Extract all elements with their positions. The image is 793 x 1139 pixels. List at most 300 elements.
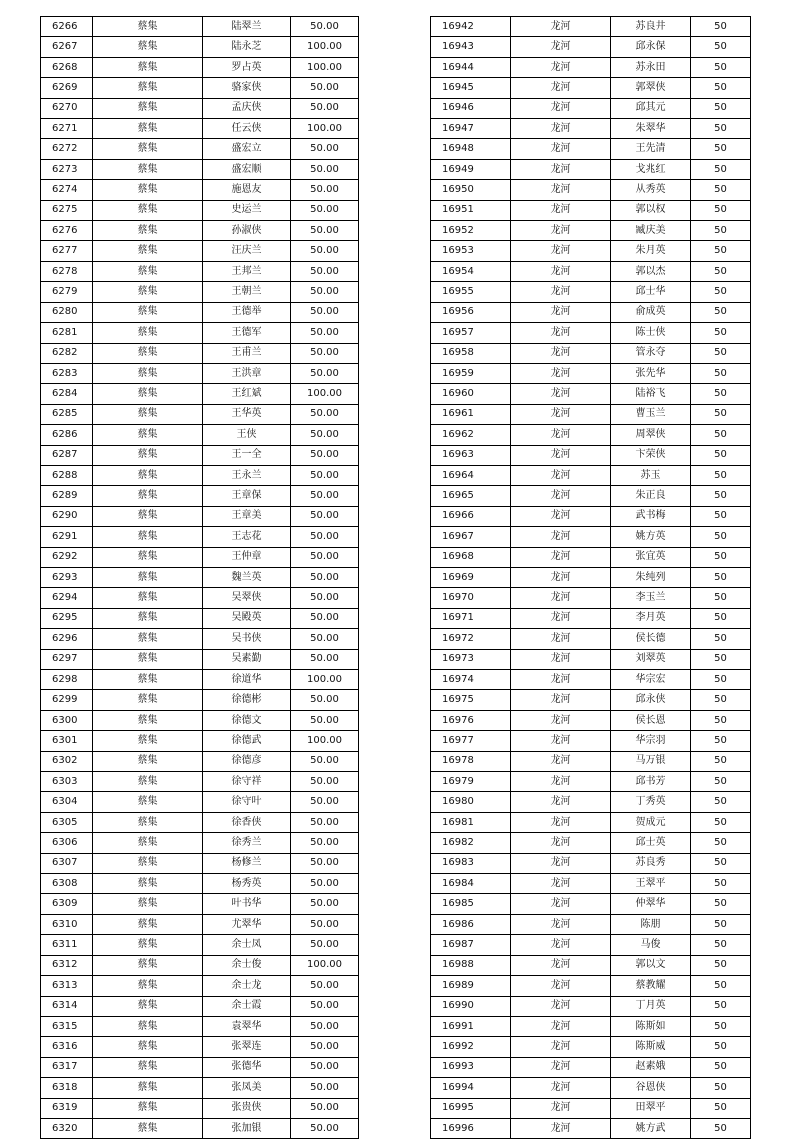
table-row — [431, 384, 751, 404]
table-row — [41, 608, 359, 628]
id-cell: 16949 — [431, 159, 511, 179]
id-cell: 6298 — [41, 670, 93, 690]
place-cell: 龙河 — [511, 608, 611, 628]
amount-cell: 50.00 — [291, 180, 359, 200]
name-cell: 吴书侠 — [203, 629, 291, 649]
place-cell: 蔡集 — [93, 547, 203, 567]
id-cell: 16953 — [431, 241, 511, 261]
amount-cell: 50.00 — [291, 527, 359, 547]
id-cell: 16983 — [431, 853, 511, 873]
id-cell: 16959 — [431, 363, 511, 383]
name-cell: 张翠连 — [203, 1037, 291, 1057]
id-cell: 6271 — [41, 119, 93, 139]
id-cell: 16977 — [431, 731, 511, 751]
table-row — [41, 690, 359, 710]
id-cell: 6320 — [41, 1118, 93, 1138]
table-row — [431, 506, 751, 526]
name-cell: 刘翠英 — [611, 649, 691, 669]
id-cell: 16960 — [431, 384, 511, 404]
table-row — [41, 853, 359, 873]
table-row — [41, 180, 359, 200]
amount-cell: 50 — [691, 731, 751, 751]
place-cell: 龙河 — [511, 17, 611, 37]
amount-cell: 50.00 — [291, 363, 359, 383]
place-cell: 龙河 — [511, 833, 611, 853]
name-cell: 袁翠华 — [203, 1016, 291, 1036]
place-cell: 龙河 — [511, 1037, 611, 1057]
amount-cell: 100.00 — [291, 955, 359, 975]
name-cell: 丁月英 — [611, 996, 691, 1016]
table-row — [41, 996, 359, 1016]
amount-cell: 50.00 — [291, 343, 359, 363]
id-cell: 6268 — [41, 57, 93, 77]
id-cell: 16984 — [431, 874, 511, 894]
place-cell: 蔡集 — [93, 731, 203, 751]
amount-cell: 50.00 — [291, 486, 359, 506]
table-row — [41, 751, 359, 771]
place-cell: 龙河 — [511, 282, 611, 302]
name-cell: 王甫兰 — [203, 343, 291, 363]
table-row — [41, 649, 359, 669]
table-row — [431, 710, 751, 730]
table-row — [431, 853, 751, 873]
id-cell: 16974 — [431, 670, 511, 690]
table-row — [431, 241, 751, 261]
table-row — [431, 608, 751, 628]
table-row — [41, 302, 359, 322]
name-cell: 王邦兰 — [203, 261, 291, 281]
name-cell: 张加银 — [203, 1118, 291, 1138]
id-cell: 16952 — [431, 221, 511, 241]
amount-cell: 50 — [691, 363, 751, 383]
amount-cell: 50.00 — [291, 567, 359, 587]
table-row — [41, 17, 359, 37]
id-cell: 16947 — [431, 119, 511, 139]
id-cell: 6311 — [41, 935, 93, 955]
name-cell: 徐德彬 — [203, 690, 291, 710]
name-cell: 苏玉 — [611, 465, 691, 485]
table-row — [41, 486, 359, 506]
amount-cell: 50 — [691, 241, 751, 261]
place-cell: 蔡集 — [93, 670, 203, 690]
id-cell: 16958 — [431, 343, 511, 363]
name-cell: 余士霞 — [203, 996, 291, 1016]
amount-cell: 50 — [691, 588, 751, 608]
name-cell: 张凤美 — [203, 1078, 291, 1098]
id-cell: 6293 — [41, 567, 93, 587]
table-row — [41, 710, 359, 730]
table-row — [431, 935, 751, 955]
table-row — [431, 1078, 751, 1098]
name-cell: 华宗羽 — [611, 731, 691, 751]
id-cell: 16970 — [431, 588, 511, 608]
amount-cell: 50 — [691, 1078, 751, 1098]
place-cell: 蔡集 — [93, 976, 203, 996]
table-row — [431, 1057, 751, 1077]
name-cell: 郭以权 — [611, 200, 691, 220]
amount-cell: 50 — [691, 78, 751, 98]
name-cell: 张贵侠 — [203, 1098, 291, 1118]
id-cell: 16945 — [431, 78, 511, 98]
table-row — [431, 78, 751, 98]
name-cell: 武书梅 — [611, 506, 691, 526]
place-cell: 龙河 — [511, 506, 611, 526]
table-row — [41, 935, 359, 955]
place-cell: 龙河 — [511, 812, 611, 832]
amount-cell: 50 — [691, 670, 751, 690]
amount-cell: 50.00 — [291, 159, 359, 179]
place-cell: 蔡集 — [93, 649, 203, 669]
id-cell: 6286 — [41, 425, 93, 445]
amount-cell: 50.00 — [291, 710, 359, 730]
amount-cell: 50 — [691, 57, 751, 77]
table-row — [431, 323, 751, 343]
name-cell: 邱其元 — [611, 98, 691, 118]
table-row — [431, 833, 751, 853]
amount-cell: 50.00 — [291, 1098, 359, 1118]
id-cell: 16942 — [431, 17, 511, 37]
id-cell: 16985 — [431, 894, 511, 914]
name-cell: 余士龙 — [203, 976, 291, 996]
id-cell: 6319 — [41, 1098, 93, 1118]
name-cell: 周翠侠 — [611, 425, 691, 445]
place-cell: 蔡集 — [93, 527, 203, 547]
id-cell: 6279 — [41, 282, 93, 302]
amount-cell: 50.00 — [291, 996, 359, 1016]
name-cell: 管永夺 — [611, 343, 691, 363]
table-row — [431, 159, 751, 179]
table-row — [41, 384, 359, 404]
place-cell: 龙河 — [511, 465, 611, 485]
name-cell: 魏兰英 — [203, 567, 291, 587]
id-cell: 6309 — [41, 894, 93, 914]
table-row — [41, 812, 359, 832]
table-row — [431, 874, 751, 894]
name-cell: 陆翠兰 — [203, 17, 291, 37]
id-cell: 16972 — [431, 629, 511, 649]
name-cell: 陆永芝 — [203, 37, 291, 57]
place-cell: 蔡集 — [93, 1078, 203, 1098]
name-cell: 徐守叶 — [203, 792, 291, 812]
name-cell: 郭以杰 — [611, 261, 691, 281]
amount-cell: 50 — [691, 914, 751, 934]
place-cell: 蔡集 — [93, 17, 203, 37]
table-row — [431, 751, 751, 771]
left-table — [40, 16, 359, 1139]
table-row — [41, 731, 359, 751]
id-cell: 16988 — [431, 955, 511, 975]
table-row — [431, 792, 751, 812]
id-cell: 6274 — [41, 180, 93, 200]
table-row — [431, 547, 751, 567]
id-cell: 6270 — [41, 98, 93, 118]
name-cell: 余士俊 — [203, 955, 291, 975]
place-cell: 蔡集 — [93, 1118, 203, 1138]
id-cell: 6301 — [41, 731, 93, 751]
table-row — [431, 37, 751, 57]
place-cell: 蔡集 — [93, 37, 203, 57]
place-cell: 龙河 — [511, 567, 611, 587]
amount-cell: 50 — [691, 1098, 751, 1118]
name-cell: 张宜英 — [611, 547, 691, 567]
table-row — [41, 914, 359, 934]
place-cell: 龙河 — [511, 914, 611, 934]
table-row — [41, 894, 359, 914]
id-cell: 6290 — [41, 506, 93, 526]
place-cell: 龙河 — [511, 935, 611, 955]
place-cell: 蔡集 — [93, 119, 203, 139]
place-cell: 蔡集 — [93, 404, 203, 424]
amount-cell: 50 — [691, 853, 751, 873]
name-cell: 华宗宏 — [611, 670, 691, 690]
amount-cell: 100.00 — [291, 731, 359, 751]
place-cell: 龙河 — [511, 772, 611, 792]
table-row — [431, 670, 751, 690]
name-cell: 赵素娥 — [611, 1057, 691, 1077]
place-cell: 龙河 — [511, 996, 611, 1016]
table-row — [41, 527, 359, 547]
amount-cell: 50.00 — [291, 649, 359, 669]
id-cell: 16964 — [431, 465, 511, 485]
amount-cell: 50.00 — [291, 282, 359, 302]
amount-cell: 50 — [691, 445, 751, 465]
name-cell: 朱纯列 — [611, 567, 691, 587]
name-cell: 王朝兰 — [203, 282, 291, 302]
amount-cell: 50 — [691, 282, 751, 302]
place-cell: 龙河 — [511, 710, 611, 730]
id-cell: 6269 — [41, 78, 93, 98]
amount-cell: 50.00 — [291, 976, 359, 996]
id-cell: 16987 — [431, 935, 511, 955]
place-cell: 蔡集 — [93, 425, 203, 445]
table-row — [41, 465, 359, 485]
id-cell: 16986 — [431, 914, 511, 934]
table-row — [431, 894, 751, 914]
place-cell: 龙河 — [511, 445, 611, 465]
place-cell: 蔡集 — [93, 221, 203, 241]
table-row — [41, 98, 359, 118]
id-cell: 6302 — [41, 751, 93, 771]
amount-cell: 50.00 — [291, 833, 359, 853]
table-row — [431, 363, 751, 383]
name-cell: 陈朋 — [611, 914, 691, 934]
amount-cell: 50 — [691, 465, 751, 485]
place-cell: 龙河 — [511, 955, 611, 975]
id-cell: 6288 — [41, 465, 93, 485]
place-cell: 龙河 — [511, 241, 611, 261]
table-row — [41, 547, 359, 567]
name-cell: 张先华 — [611, 363, 691, 383]
name-cell: 谷恩侠 — [611, 1078, 691, 1098]
table-row — [431, 261, 751, 281]
amount-cell: 50.00 — [291, 853, 359, 873]
place-cell: 蔡集 — [93, 282, 203, 302]
name-cell: 臧庆美 — [611, 221, 691, 241]
place-cell: 龙河 — [511, 690, 611, 710]
place-cell: 蔡集 — [93, 465, 203, 485]
name-cell: 余士凤 — [203, 935, 291, 955]
amount-cell: 50 — [691, 343, 751, 363]
table-row — [41, 1016, 359, 1036]
name-cell: 王侠 — [203, 425, 291, 445]
right-table — [430, 16, 751, 1139]
place-cell: 蔡集 — [93, 57, 203, 77]
id-cell: 6284 — [41, 384, 93, 404]
place-cell: 龙河 — [511, 221, 611, 241]
name-cell: 徐秀兰 — [203, 833, 291, 853]
amount-cell: 50 — [691, 1016, 751, 1036]
table-row — [431, 1016, 751, 1036]
amount-cell: 50 — [691, 792, 751, 812]
amount-cell: 50.00 — [291, 588, 359, 608]
name-cell: 孟庆侠 — [203, 98, 291, 118]
amount-cell: 50 — [691, 976, 751, 996]
name-cell: 从秀英 — [611, 180, 691, 200]
id-cell: 6318 — [41, 1078, 93, 1098]
table-row — [431, 343, 751, 363]
id-cell: 16980 — [431, 792, 511, 812]
place-cell: 龙河 — [511, 894, 611, 914]
amount-cell: 50.00 — [291, 221, 359, 241]
table-row — [431, 527, 751, 547]
name-cell: 俞成英 — [611, 302, 691, 322]
id-cell: 6300 — [41, 710, 93, 730]
table-row — [41, 261, 359, 281]
amount-cell: 50 — [691, 751, 751, 771]
amount-cell: 50 — [691, 1118, 751, 1138]
name-cell: 邱永保 — [611, 37, 691, 57]
id-cell: 16943 — [431, 37, 511, 57]
place-cell: 龙河 — [511, 853, 611, 873]
id-cell: 6280 — [41, 302, 93, 322]
name-cell: 盛宏顺 — [203, 159, 291, 179]
id-cell: 16995 — [431, 1098, 511, 1118]
table-row — [41, 1057, 359, 1077]
place-cell: 蔡集 — [93, 159, 203, 179]
place-cell: 蔡集 — [93, 486, 203, 506]
amount-cell: 50.00 — [291, 751, 359, 771]
place-cell: 蔡集 — [93, 710, 203, 730]
name-cell: 徐香侠 — [203, 812, 291, 832]
name-cell: 陈斯威 — [611, 1037, 691, 1057]
table-row — [431, 588, 751, 608]
place-cell: 龙河 — [511, 486, 611, 506]
amount-cell: 50 — [691, 139, 751, 159]
place-cell: 蔡集 — [93, 98, 203, 118]
table-row — [41, 1118, 359, 1138]
table-row — [41, 567, 359, 587]
table-row — [431, 629, 751, 649]
place-cell: 龙河 — [511, 159, 611, 179]
name-cell: 王红斌 — [203, 384, 291, 404]
place-cell: 龙河 — [511, 670, 611, 690]
place-cell: 蔡集 — [93, 1057, 203, 1077]
id-cell: 16961 — [431, 404, 511, 424]
name-cell: 丁秀英 — [611, 792, 691, 812]
place-cell: 龙河 — [511, 139, 611, 159]
name-cell: 徐德彦 — [203, 751, 291, 771]
amount-cell: 50 — [691, 547, 751, 567]
place-cell: 龙河 — [511, 404, 611, 424]
amount-cell: 50 — [691, 404, 751, 424]
table-row — [41, 241, 359, 261]
amount-cell: 50 — [691, 629, 751, 649]
table-row — [41, 37, 359, 57]
amount-cell: 50.00 — [291, 547, 359, 567]
id-cell: 16971 — [431, 608, 511, 628]
amount-cell: 50 — [691, 772, 751, 792]
place-cell: 蔡集 — [93, 1098, 203, 1118]
table-row — [431, 221, 751, 241]
name-cell: 姚方英 — [611, 527, 691, 547]
table-row — [41, 1078, 359, 1098]
amount-cell: 50.00 — [291, 792, 359, 812]
amount-cell: 50.00 — [291, 404, 359, 424]
place-cell: 蔡集 — [93, 200, 203, 220]
id-cell: 16950 — [431, 180, 511, 200]
id-cell: 6312 — [41, 955, 93, 975]
table-row — [41, 955, 359, 975]
name-cell: 王德举 — [203, 302, 291, 322]
place-cell: 龙河 — [511, 792, 611, 812]
id-cell: 6291 — [41, 527, 93, 547]
place-cell: 蔡集 — [93, 323, 203, 343]
name-cell: 徐德文 — [203, 710, 291, 730]
place-cell: 龙河 — [511, 976, 611, 996]
name-cell: 徐道华 — [203, 670, 291, 690]
id-cell: 16968 — [431, 547, 511, 567]
table-row — [41, 772, 359, 792]
id-cell: 6296 — [41, 629, 93, 649]
id-cell: 6305 — [41, 812, 93, 832]
amount-cell: 50.00 — [291, 935, 359, 955]
place-cell: 蔡集 — [93, 180, 203, 200]
amount-cell: 50.00 — [291, 425, 359, 445]
place-cell: 蔡集 — [93, 751, 203, 771]
id-cell: 16946 — [431, 98, 511, 118]
table-row — [41, 404, 359, 424]
table-row — [431, 180, 751, 200]
id-cell: 16992 — [431, 1037, 511, 1057]
amount-cell: 50 — [691, 955, 751, 975]
name-cell: 任云侠 — [203, 119, 291, 139]
id-cell: 6317 — [41, 1057, 93, 1077]
place-cell: 龙河 — [511, 731, 611, 751]
table-row — [431, 119, 751, 139]
name-cell: 盛宏立 — [203, 139, 291, 159]
name-cell: 戈兆红 — [611, 159, 691, 179]
name-cell: 侯长恩 — [611, 710, 691, 730]
place-cell: 龙河 — [511, 547, 611, 567]
name-cell: 王志花 — [203, 527, 291, 547]
place-cell: 蔡集 — [93, 853, 203, 873]
place-cell: 蔡集 — [93, 935, 203, 955]
id-cell: 6295 — [41, 608, 93, 628]
id-cell: 6283 — [41, 363, 93, 383]
id-cell: 6297 — [41, 649, 93, 669]
amount-cell: 50 — [691, 119, 751, 139]
place-cell: 蔡集 — [93, 608, 203, 628]
place-cell: 蔡集 — [93, 812, 203, 832]
name-cell: 仲翠华 — [611, 894, 691, 914]
table-row — [431, 976, 751, 996]
name-cell: 苏永田 — [611, 57, 691, 77]
id-cell: 16955 — [431, 282, 511, 302]
place-cell: 龙河 — [511, 751, 611, 771]
id-cell: 6294 — [41, 588, 93, 608]
place-cell: 蔡集 — [93, 833, 203, 853]
place-cell: 龙河 — [511, 1118, 611, 1138]
